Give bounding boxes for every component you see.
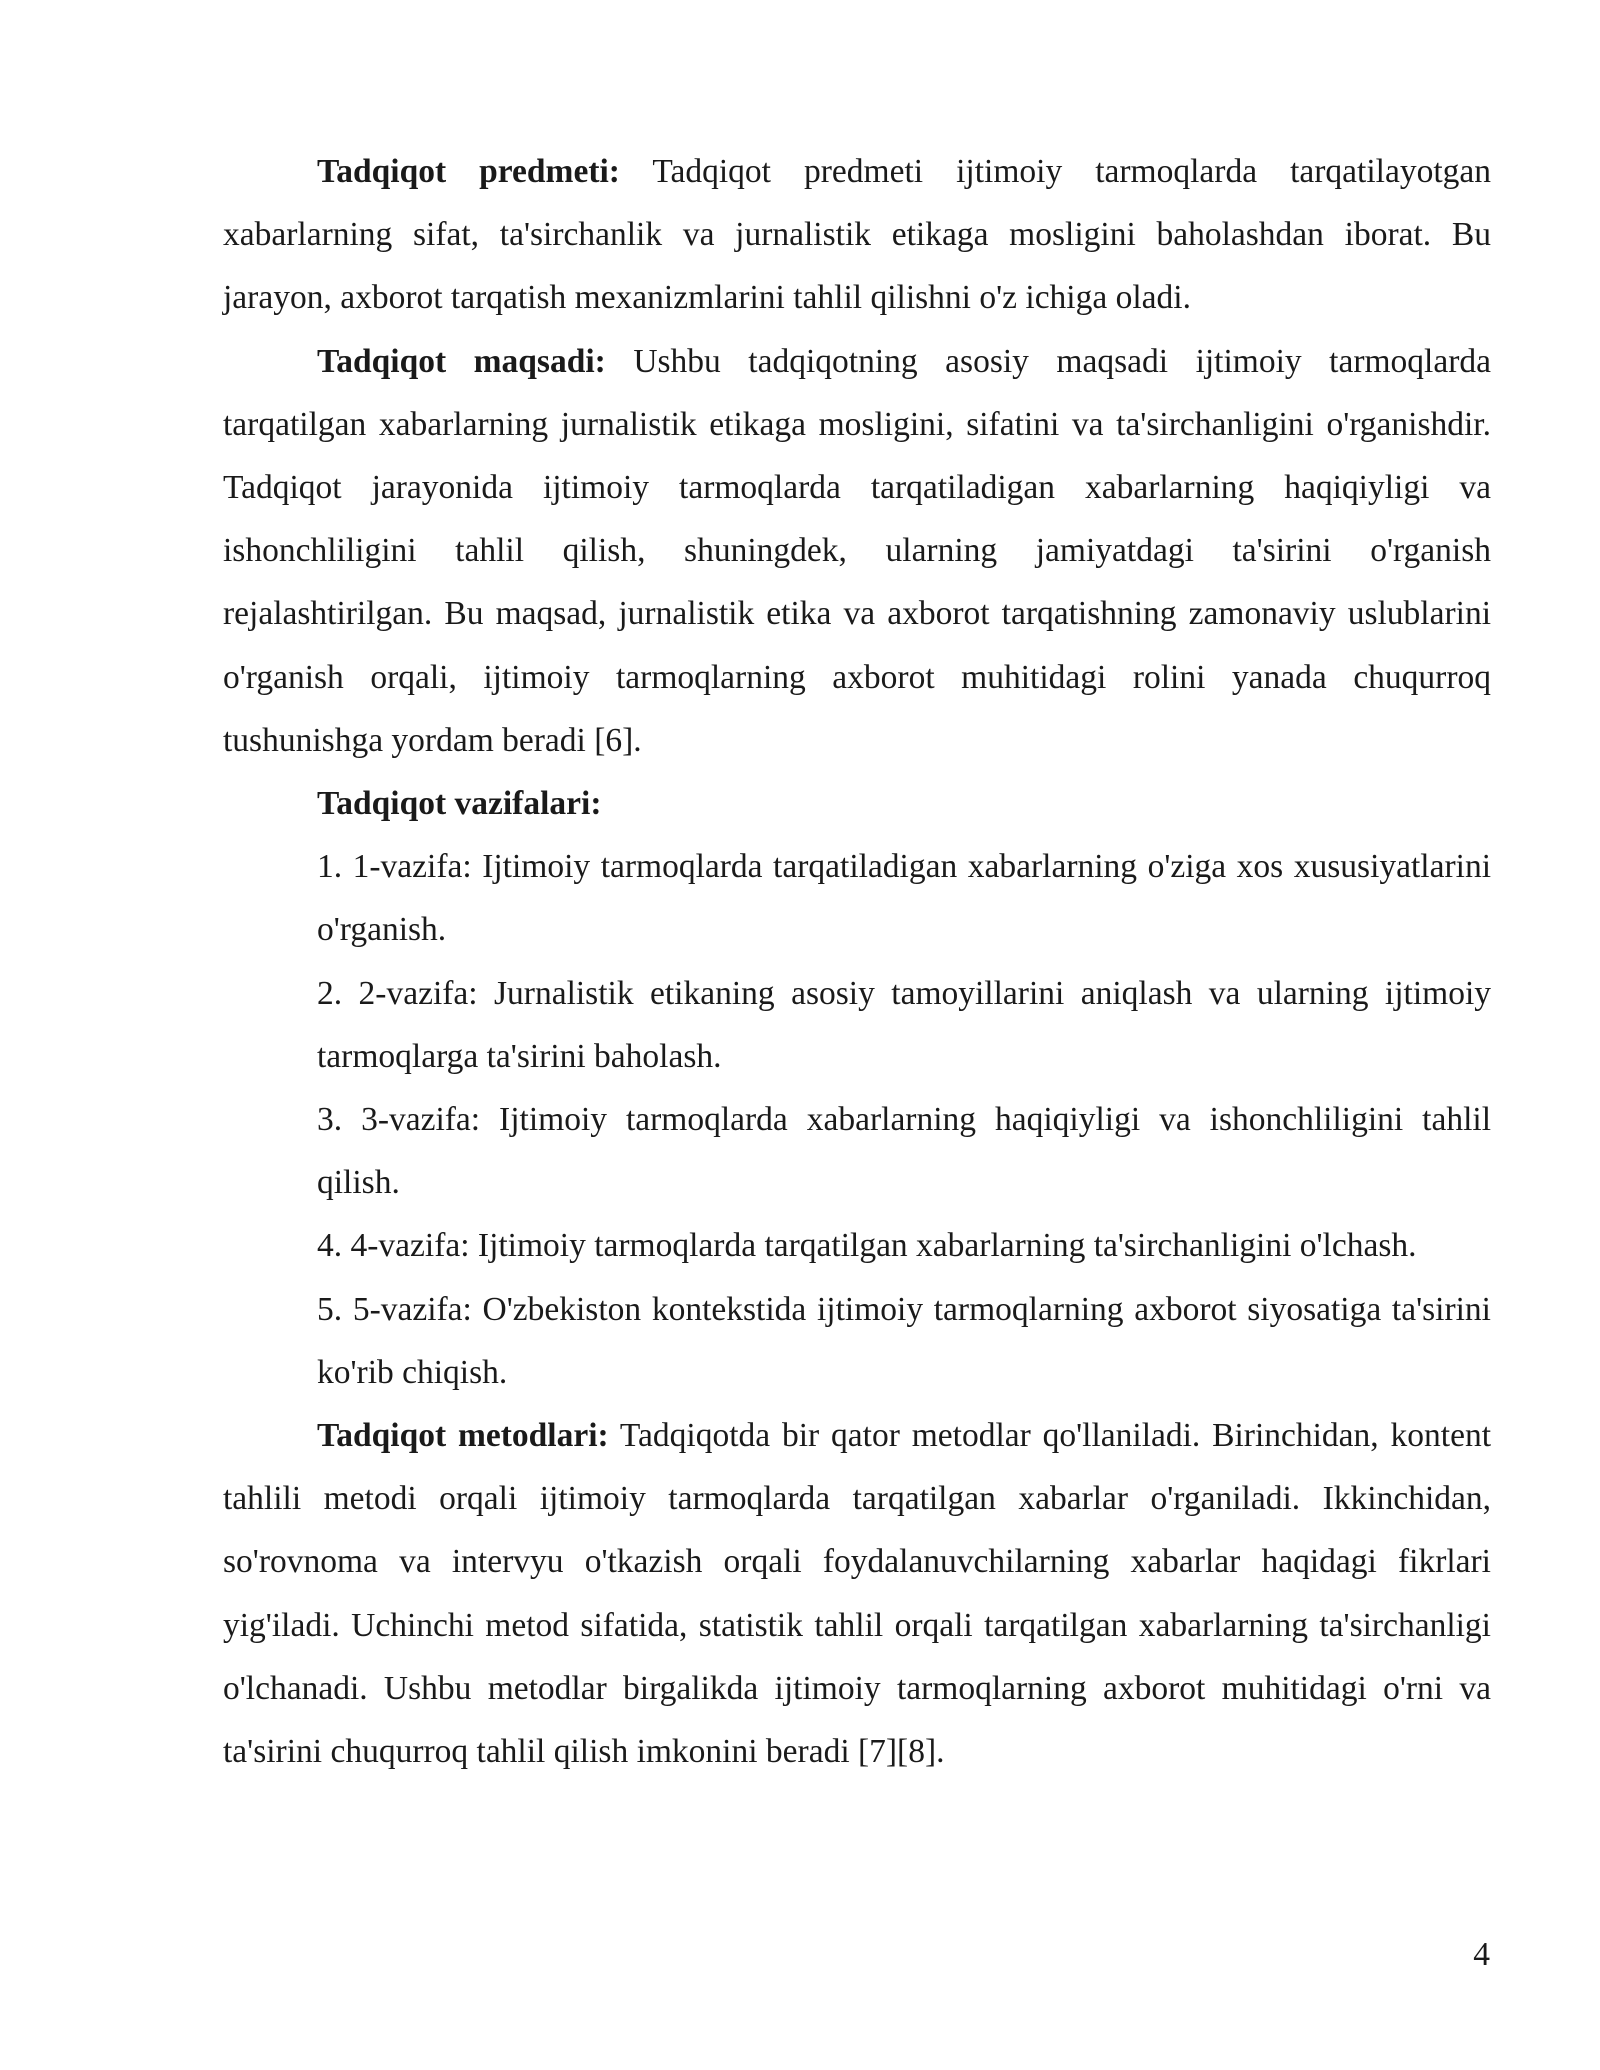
page-number: 4 bbox=[1473, 1936, 1490, 1973]
list-item: 5. 5-vazifa: O'zbekiston kontekstida ijtimoiy tarmoqlarning axborot siyosatiga ta'sirini ko'rib chiqish. bbox=[317, 1290, 1491, 1391]
heading-tasks: Tadqiqot vazifalari: bbox=[317, 785, 602, 823]
heading-methods: Tadqiqot metodlari: bbox=[317, 1417, 609, 1455]
paragraph-tasks-heading bbox=[223, 772, 1491, 835]
paragraph-goal bbox=[223, 330, 1491, 772]
list-item: 4. 4-vazifa: Ijtimoiy tarmoqlarda tarqatilgan xabarlarning ta'sirchanligini o'lchash. bbox=[317, 1227, 1417, 1265]
paragraph-methods bbox=[223, 1404, 1491, 1783]
list-item: 2. 2-vazifa: Jurnalistik etikaning asosiy tamoyillarini aniqlash va ularning ijtimoiy tarmoqlarga ta'sirini baholash. bbox=[317, 974, 1491, 1075]
heading-subject: Tadqiqot predmeti: bbox=[317, 153, 620, 190]
list-item: 1. 1-vazifa: Ijtimoiy tarmoqlarda tarqatiladigan xabarlarning o'ziga xos xususiyatlarini o'rganish. bbox=[317, 848, 1491, 949]
text-subject: Tadqiqot predmeti ijtimoiy tarmoqlarda tarqatilayotgan xabarlarning sifat, ta'sirchanlik va jurnalistik etikaga mosligini baholashdan iborat. Bu jarayon, axborot tarqatish mexanizmlarini tahlil qilishni o'z ichiga oladi. bbox=[223, 153, 1492, 317]
text-goal: Ushbu tadqiqotning asosiy maqsadi ijtimoiy tarmoqlarda tarqatilgan xabarlarning jurnalistik etikaga mosligini, sifatini va ta'sirchanligini o'rganishdir. Tadqiqot jarayonida ijtimoiy tarmoqlarda tarqatiladigan xabarlarning haqiqiyligi va ishonchliligini tahlil qilish, shuningdek, ularning jamiyatdagi ta'sirini o'rganish rejalashtirilgan. Bu maqsad, jurnalistik etika va axborot tarqatishning zamonaviy uslublarini o'rganish orqali, ijtimoiy tarmoqlarning axborot muhitidagi rolini yanada chuqurroq tushunishga yordam beradi [6]. bbox=[223, 342, 1492, 759]
paragraph-subject bbox=[223, 140, 1491, 330]
text-methods: Tadqiqotda bir qator metodlar qo'llaniladi. Birinchidan, kontent tahlili metodi orqali ijtimoiy tarmoqlarda tarqatilgan xabarlar o'rganiladi. Ikkinchidan, so'rovnoma va intervyu o'tkazish orqali foydalanuvchilarning xabarlar haqidagi fikrlari yig'iladi. Uchinchi metod sifatida, statistik tahlil orqali tarqatilgan xabarlarning ta'sirchanligi o'lchanadi. Ushbu metodlar birgalikda ijtimoiy tarmoqlarning axborot muhitidagi o'rni va ta'sirini chuqurroq tahlil qilish imkonini beradi [7][8]. bbox=[223, 1417, 1492, 1771]
document-body bbox=[223, 140, 1491, 1783]
list-item: 3. 3-vazifa: Ijtimoiy tarmoqlarda xabarlarning haqiqiyligi va ishonchliligini tahlil qilish. bbox=[317, 1101, 1491, 1202]
heading-goal: Tadqiqot maqsadi: bbox=[317, 342, 606, 380]
